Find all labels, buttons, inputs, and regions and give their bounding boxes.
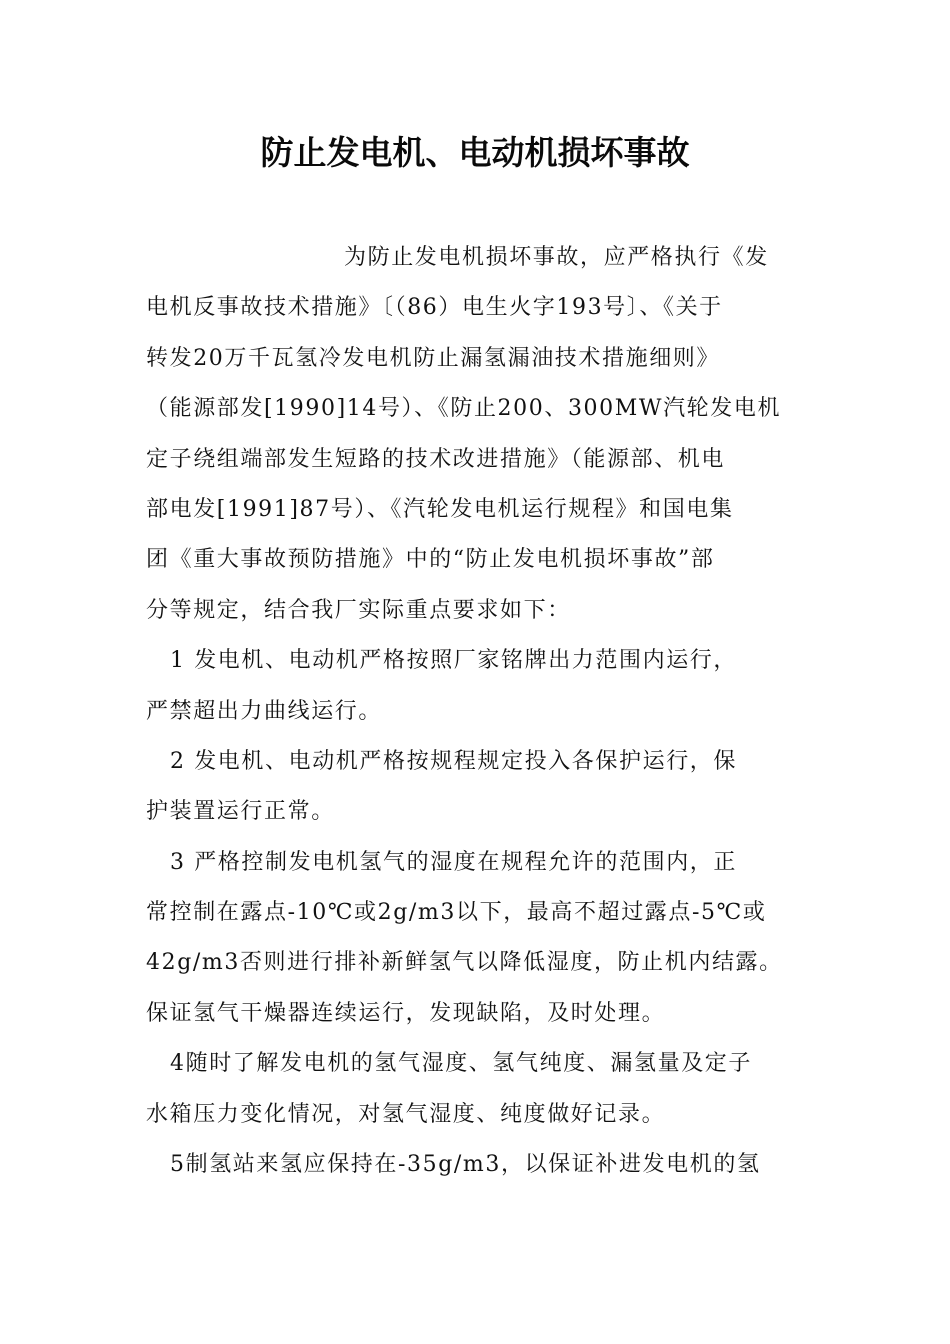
document-title: 防止发电机、电动机损坏事故 — [260, 133, 690, 172]
text-line: 水箱压力变化情况，对氢气湿度、纯度做好记录。 — [146, 1101, 666, 1127]
document-body — [146, 233, 808, 1190]
item-1-paragraph — [146, 636, 808, 737]
item-5-paragraph — [146, 1140, 808, 1190]
text-line: 定子绕组端部发生短路的技术改进措施》（能源部、机电 — [146, 446, 726, 472]
text-line: 严禁超出力曲线运行。 — [146, 698, 383, 724]
text-line: 5制氢站来氢应保持在-35g/m3，以保证补进发电机的氢 — [170, 1152, 761, 1178]
text-line: 转发20万千瓦氢冷发电机防止漏氢漏油技术措施细则》 — [146, 345, 720, 371]
text-line: （能源部发[1990]14号）、《防止200、300MW汽轮发电机 — [146, 396, 782, 422]
text-line: 部电发[1991]87号）、《汽轮发电机运行规程》和国电集 — [146, 496, 734, 522]
item-3-paragraph — [146, 838, 808, 1040]
text-line: 分等规定，结合我厂实际重点要求如下： — [146, 597, 571, 623]
text-line: 3 严格控制发电机氢气的湿度在规程允许的范围内，正 — [170, 849, 737, 875]
item-2-paragraph — [146, 737, 808, 838]
text-line: 1 发电机、电动机严格按照厂家铭牌出力范围内运行， — [170, 648, 737, 674]
item-4-paragraph — [146, 1039, 808, 1140]
text-line: 电机反事故技术措施》〔（86）电生火字193号〕、《关于 — [146, 295, 723, 321]
text-line: 常控制在露点-10℃或2g/m3以下，最高不超过露点-5℃或 — [146, 900, 767, 926]
text-line: 护装置运行正常。 — [146, 799, 335, 825]
text-line: 保证氢气干燥器连续运行，发现缺陷，及时处理。 — [146, 1000, 666, 1026]
intro-paragraph — [146, 233, 808, 636]
text-line: 为防止发电机损坏事故，应严格执行《发 — [344, 245, 769, 270]
text-line: 2 发电机、电动机严格按规程规定投入各保护运行，保 — [170, 748, 737, 774]
text-line: 团《重大事故预防措施》中的“防止发电机损坏事故”部 — [146, 547, 715, 573]
text-line: 4随时了解发电机的氢气湿度、氢气纯度、漏氢量及定子 — [170, 1051, 752, 1077]
text-line: 42g/m3否则进行排补新鲜氢气以降低湿度，防止机内结露。 — [146, 950, 783, 976]
